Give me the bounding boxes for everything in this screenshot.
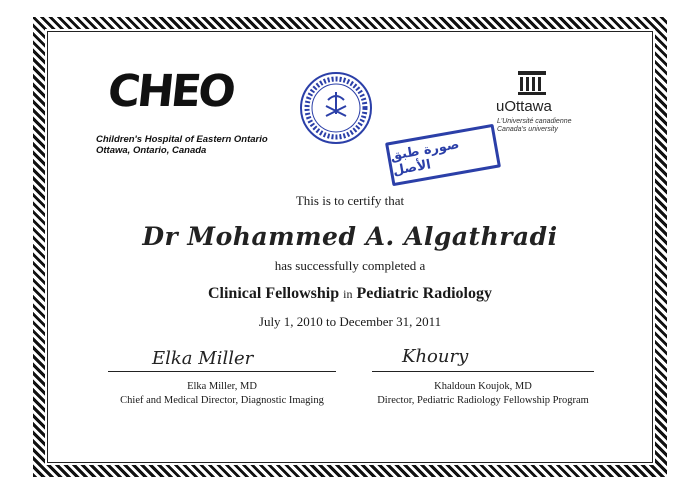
- fellowship-dates: July 1, 2010 to December 31, 2011: [258, 314, 442, 329]
- embassy-seal-icon: [298, 70, 374, 146]
- cheo-location: Ottawa, Ontario, Canada: [96, 145, 207, 156]
- program-title-in: in: [343, 287, 353, 301]
- uottawa-english-tagline: Canada's university: [497, 126, 558, 133]
- uottawa-logo-text: uOttawa: [496, 98, 552, 115]
- right-signatory-title: Director, Pediatric Radiology Fellowship Program: [377, 395, 589, 406]
- certify-statement: This is to certify that: [295, 193, 405, 208]
- left-signature-line: [108, 371, 336, 372]
- left-signature: Elka Miller: [152, 348, 254, 369]
- program-title-part2: Pediatric Radiology: [356, 285, 492, 302]
- right-signature: Khoury: [402, 346, 469, 367]
- program-title-part1: Clinical Fellowship: [207, 285, 340, 302]
- cheo-logo: CHEO: [105, 66, 236, 117]
- program-title: [0, 285, 700, 303]
- cheo-hospital-name: Children's Hospital of Eastern Ontario: [96, 134, 268, 145]
- recipient-name: Dr Mohammed A. Algathradi: [142, 222, 558, 251]
- right-signature-line: [372, 371, 594, 372]
- left-signatory-name: Elka Miller, MD: [187, 381, 257, 392]
- left-signatory-title: Chief and Medical Director, Diagnostic Imaging: [120, 395, 324, 406]
- right-signatory-name: Khaldoun Koujok, MD: [434, 381, 532, 392]
- completion-statement: has successfully completed a: [274, 258, 426, 273]
- uottawa-french-tagline: L'Université canadienne: [497, 118, 572, 125]
- uottawa-building-icon: [517, 70, 547, 96]
- certified-copy-stamp: صورة طبق الأصل: [385, 124, 501, 186]
